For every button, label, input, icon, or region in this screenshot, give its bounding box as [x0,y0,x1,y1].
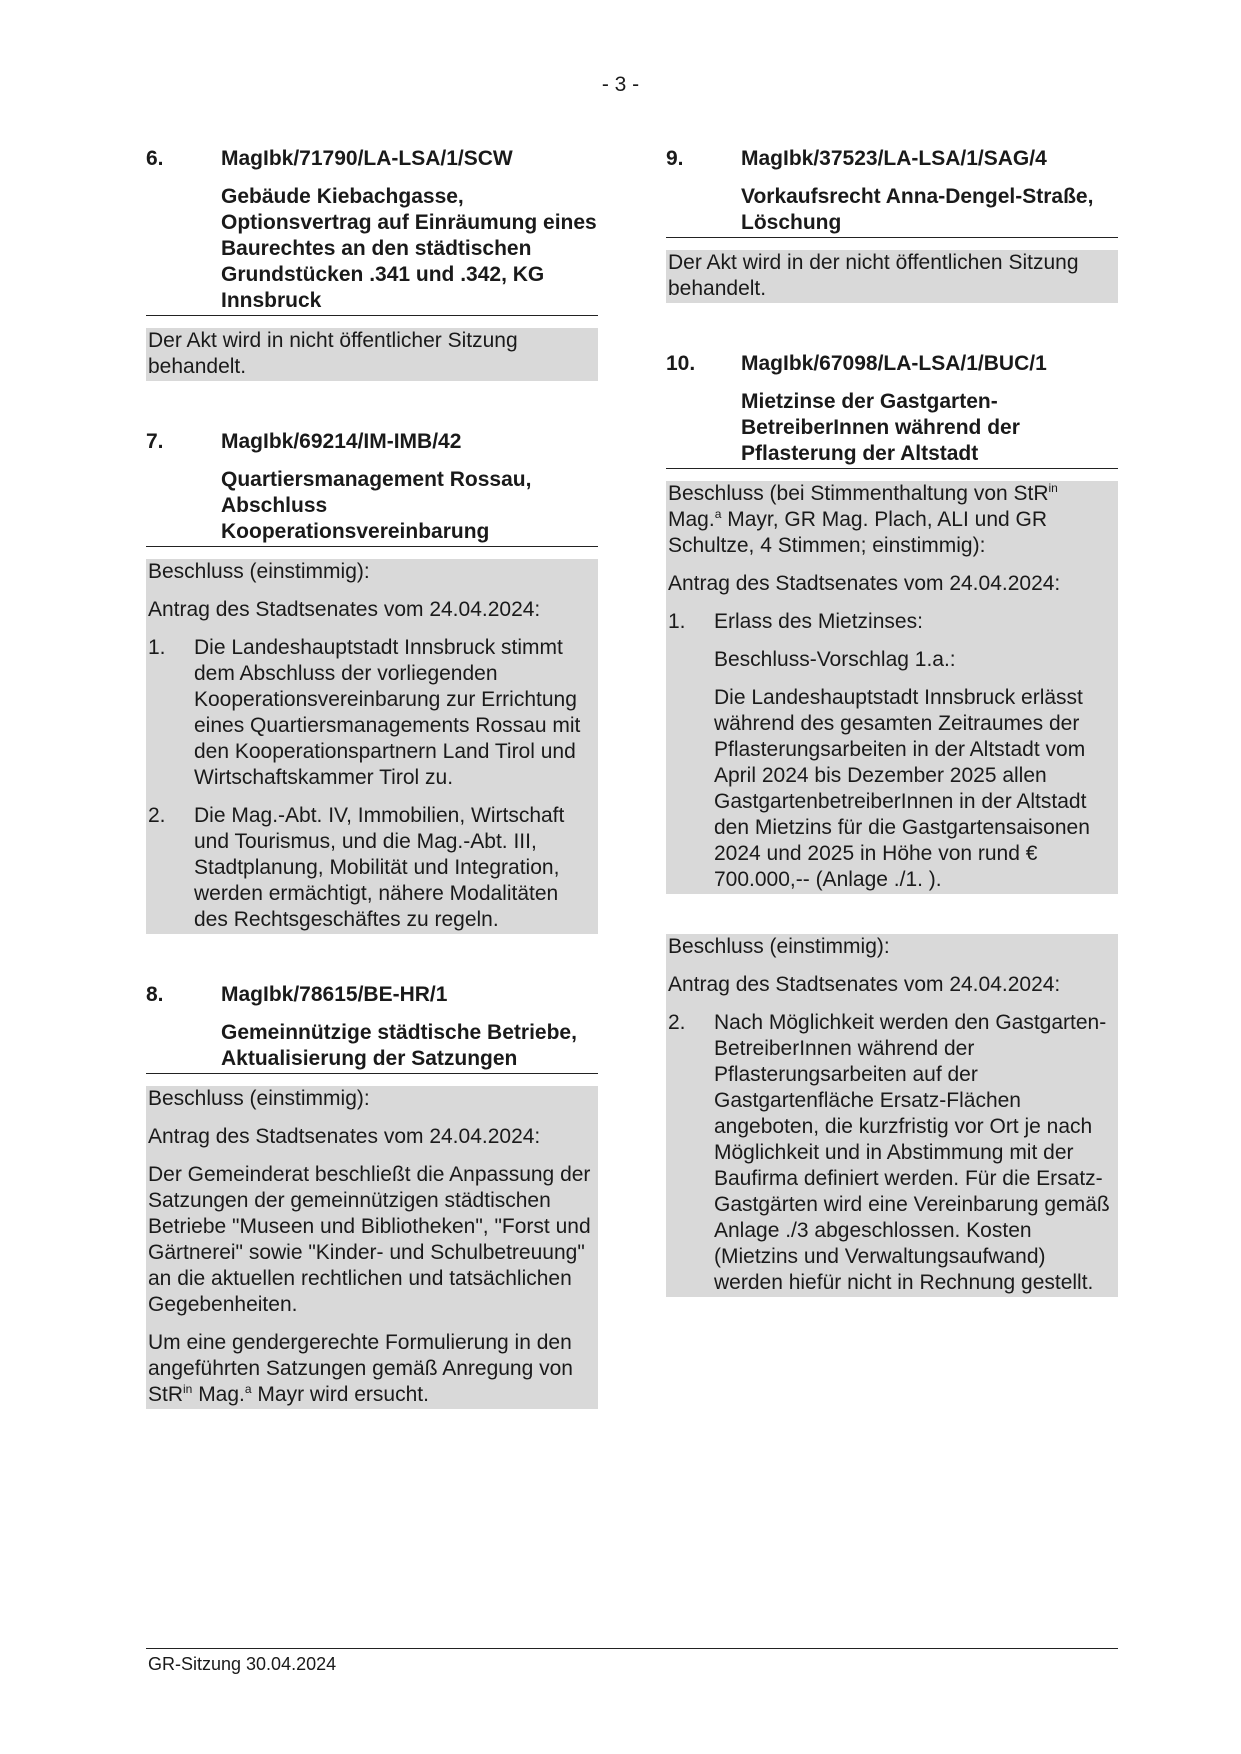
left-column [146,146,598,1457]
item-reference: MagIbk/69214/IM-IMB/42 [221,430,462,453]
list-item [668,1010,1116,1296]
list-text: Nach Möglichkeit werden den Gastgarten-BetreiberInnen während der Pflasterungsarbeiten auf der Gastgartenfläche Ersatz-Flächen angeboten, die kurzfristig vor Ort je nach Möglichkeit und in Abstimmung mit der Baufirma definiert werden. Für die Ersatz-Gastgärten wird eine Vereinbarung gemäß Anlage ./3 abgeschlossen. Kosten (Mietzins und Verwaltungsaufwand) werden hiefür nicht in Rechnung gestellt. [714,1011,1110,1294]
agenda-item-10 [666,351,1118,1297]
item-number: 6. [146,147,164,170]
motion-label: Antrag des Stadtsenates vom 24.04.2024: [148,598,541,621]
motion-label: Antrag des Stadtsenates vom 24.04.2024: [668,572,1061,595]
item-number: 7. [146,430,164,453]
item-reference: MagIbk/71790/LA-LSA/1/SCW [221,147,513,170]
decision-paragraph: Der Gemeinderat beschließt die Anpassung der Satzungen der gemeinnützigen städtischen Betriebe "Museen und Bibliotheken", "Forst und Gärtnerei" sowie "Kinder- und Schulbetreuung" an die aktuellen rechtlichen und tatsächlichen Gegebenheiten. [148,1163,591,1316]
agenda-item-6 [146,146,598,381]
decision-box [666,250,1118,303]
decision-label: Beschluss (einstimmig): [148,1087,370,1110]
agenda-item-8 [146,982,598,1409]
item-title: Gemeinnützige städtische Betriebe, Aktualisierung der Satzungen [146,1020,598,1074]
list-item [668,609,1116,893]
decision-box-2 [666,934,1118,1297]
item-title: Quartiersmanagement Rossau, Abschluss Kooperationsvereinbarung [146,467,598,547]
decision-text: Der Akt wird in nicht öffentlicher Sitzung behandelt. [148,329,518,378]
list-number: 2. [668,1011,686,1034]
agenda-item-9 [666,146,1118,303]
item-title: Mietzinse der Gastgarten-BetreiberInnen während der Pflasterung der Altstadt [666,389,1118,469]
list-text: Die Landeshauptstadt Innsbruck erlässt während des gesamten Zeitraumes der Pflasterungsarbeiten in der Altstadt vom April 2024 bis Dezember 2025 allen GastgartenbetreiberInnen in der Altstadt den Mietzins für die Gastgartensaisonen 2024 und 2025 in Höhe von rund € 700.000,-- (Anlage ./1. ). [714,686,1090,891]
decision-label: Beschluss (einstimmig): [148,560,370,583]
page-number: - 3 - [601,73,640,96]
list-number: 1. [668,610,686,633]
list-item [148,803,596,933]
motion-label: Antrag des Stadtsenates vom 24.04.2024: [668,973,1061,996]
item-number: 8. [146,983,164,1006]
decision-paragraph: Um eine gendergerechte Formulierung in den angeführten Satzungen gemäß Anregung von StR$^{in}$ Mag.$^a$ Mayr wird ersucht. [148,1331,573,1406]
list-heading: Erlass des Mietzinses: [714,610,923,633]
list-number: 1. [148,636,166,659]
item-heading [146,982,598,1008]
decision-box [146,559,598,934]
item-number: 9. [666,147,684,170]
item-reference: MagIbk/78615/BE-HR/1 [221,983,448,1006]
item-heading [146,146,598,172]
motion-label: Antrag des Stadtsenates vom 24.04.2024: [148,1125,541,1148]
decision-label: Beschluss (einstimmig): [668,935,890,958]
footer-divider [146,1648,1118,1649]
footer-text: GR-Sitzung 30.04.2024 [148,1654,337,1674]
decision-box [146,1086,598,1409]
decision-text: Der Akt wird in der nicht öffentlichen Sitzung behandelt. [668,251,1079,300]
list-item [148,635,596,791]
list-text: Die Mag.-Abt. IV, Immobilien, Wirtschaft und Tourismus, und die Mag.-Abt. III, Stadtplanung, Mobilität und Integration, werden ermächtigt, nähere Modalitäten des Rechtsgeschäftes zu regeln. [194,804,565,931]
item-title: Vorkaufsrecht Anna-Dengel-Straße, Löschung [666,184,1118,238]
decision-label: Beschluss (bei Stimmenthaltung von StR$^{in}$ Mag.$^a$ Mayr, GR Mag. Plach, ALI und GR Schultze, 4 Stimmen; einstimmig): [668,481,1058,557]
list-number: 2. [148,804,166,827]
item-reference: MagIbk/37523/LA-LSA/1/SAG/4 [741,147,1047,170]
right-column [666,146,1118,1345]
item-title: Gebäude Kiebachgasse, Optionsvertrag auf Einräumung eines Baurechtes an den städtischen Grundstücken .341 und .342, KG Innsbruck [146,184,598,316]
item-reference: MagIbk/67098/LA-LSA/1/BUC/1 [741,352,1047,375]
decision-box [666,481,1118,894]
decision-box [146,328,598,381]
list-subheading: Beschluss-Vorschlag 1.a.: [714,648,956,671]
list-text: Die Landeshauptstadt Innsbruck stimmt dem Abschluss der vorliegenden Kooperationsvereinbarung zur Errichtung eines Quartiersmanagements Rossau mit den Kooperationspartnern Land Tirol und Wirtschaftskammer Tirol zu. [194,636,581,789]
agenda-item-7 [146,429,598,934]
item-heading [666,146,1118,172]
item-heading [666,351,1118,377]
item-number: 10. [666,352,696,375]
item-heading [146,429,598,455]
